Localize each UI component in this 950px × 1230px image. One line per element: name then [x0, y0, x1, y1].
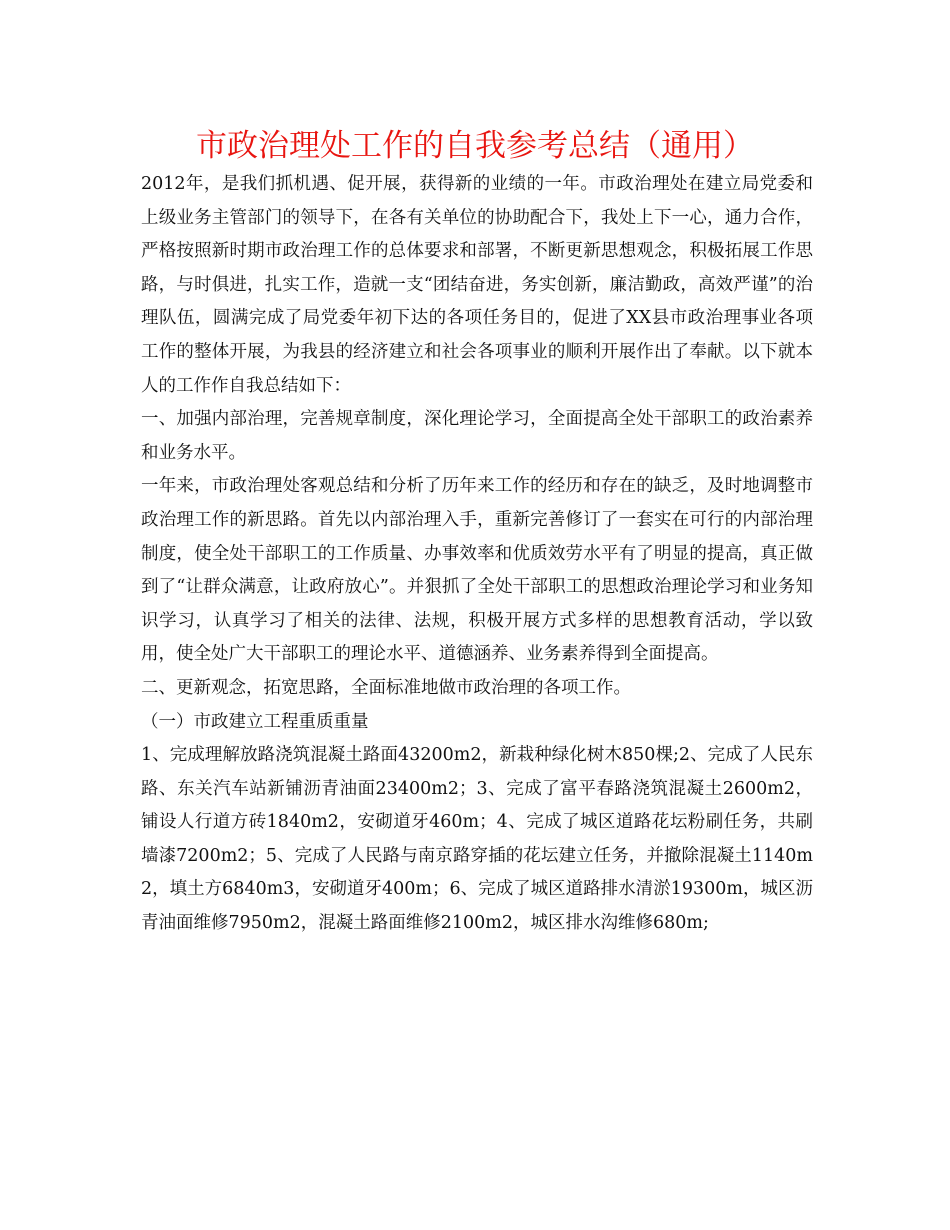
paragraph-subsection-1-heading: （一）市政建立工程重质重量: [141, 711, 369, 732]
paragraph-subsection-1-body: 1、完成理解放路浇筑混凝土路面43200m2，新栽种绿化树木850棵;2、完成了人民东路、东关汽车站新铺沥青油面23400m2；3、完成了富平春路浇筑混凝土2600m2，铺设人行道方砖1840m2，安砌道牙460m；4、完成了城区道路花坛粉刷任务，共刷墙漆7200m2；5、完成了人民路与南京路穿插的花坛建立任务，并撤除混凝土1140m2，填土方6840m3，安砌道牙400m；6、完成了城区道路排水清淤19300m，城区沥青油面维修7950m2，混凝土路面维修2100m2，城区排水沟维修680m;: [141, 745, 813, 934]
paragraph-section-1-heading: 一、加强内部治理，完善规章制度，深化理论学习，全面提高全处干部职工的政治素养和业务水平。: [141, 409, 813, 463]
paragraph-section-2-heading: 二、更新观念，拓宽思路，全面标准地做市政治理的各项工作。: [141, 677, 631, 698]
paragraph-section-1-body: 一年来，市政治理处客观总结和分析了历年来工作的经历和存在的缺乏，及时地调整市政治理工作的新思路。首先以内部治理入手，重新完善修订了一套实在可行的内部治理制度，使全处干部职工的工作质量、办事效率和优质效劳水平有了明显的提高，真正做到了“让群众满意，让政府放心”。并狠抓了全处干部职工的思想政治理论学习和业务知识学习，认真学习了相关的法律、法规，积极开展方式多样的思想教育活动，学以致用，使全处广大干部职工的理论水平、道德涵养、业务素养得到全面提高。: [141, 476, 813, 665]
document-title: 市政治理处工作的自我参考总结（通用）: [196, 128, 754, 164]
paragraph-intro: 2012年，是我们抓机遇、促开展，获得新的业绩的一年。市政治理处在建立局党委和上级业务主管部门的领导下，在各有关单位的协助配合下，我处上下一心，通力合作，严格按照新时期市政治理工作的总体要求和部署，不断更新思想观念，积极拓展工作思路，与时俱进，扎实工作，造就一支“团结奋进，务实创新，廉洁勤政，高效严谨”的治理队伍，圆满完成了局党委年初下达的各项任务目的，促进了XX县市政治理事业各项工作的整体开展，为我县的经济建立和社会各项事业的顺利开展作出了奉献。以下就本人的工作作自我总结如下：: [141, 174, 813, 396]
document-body: [141, 168, 813, 941]
